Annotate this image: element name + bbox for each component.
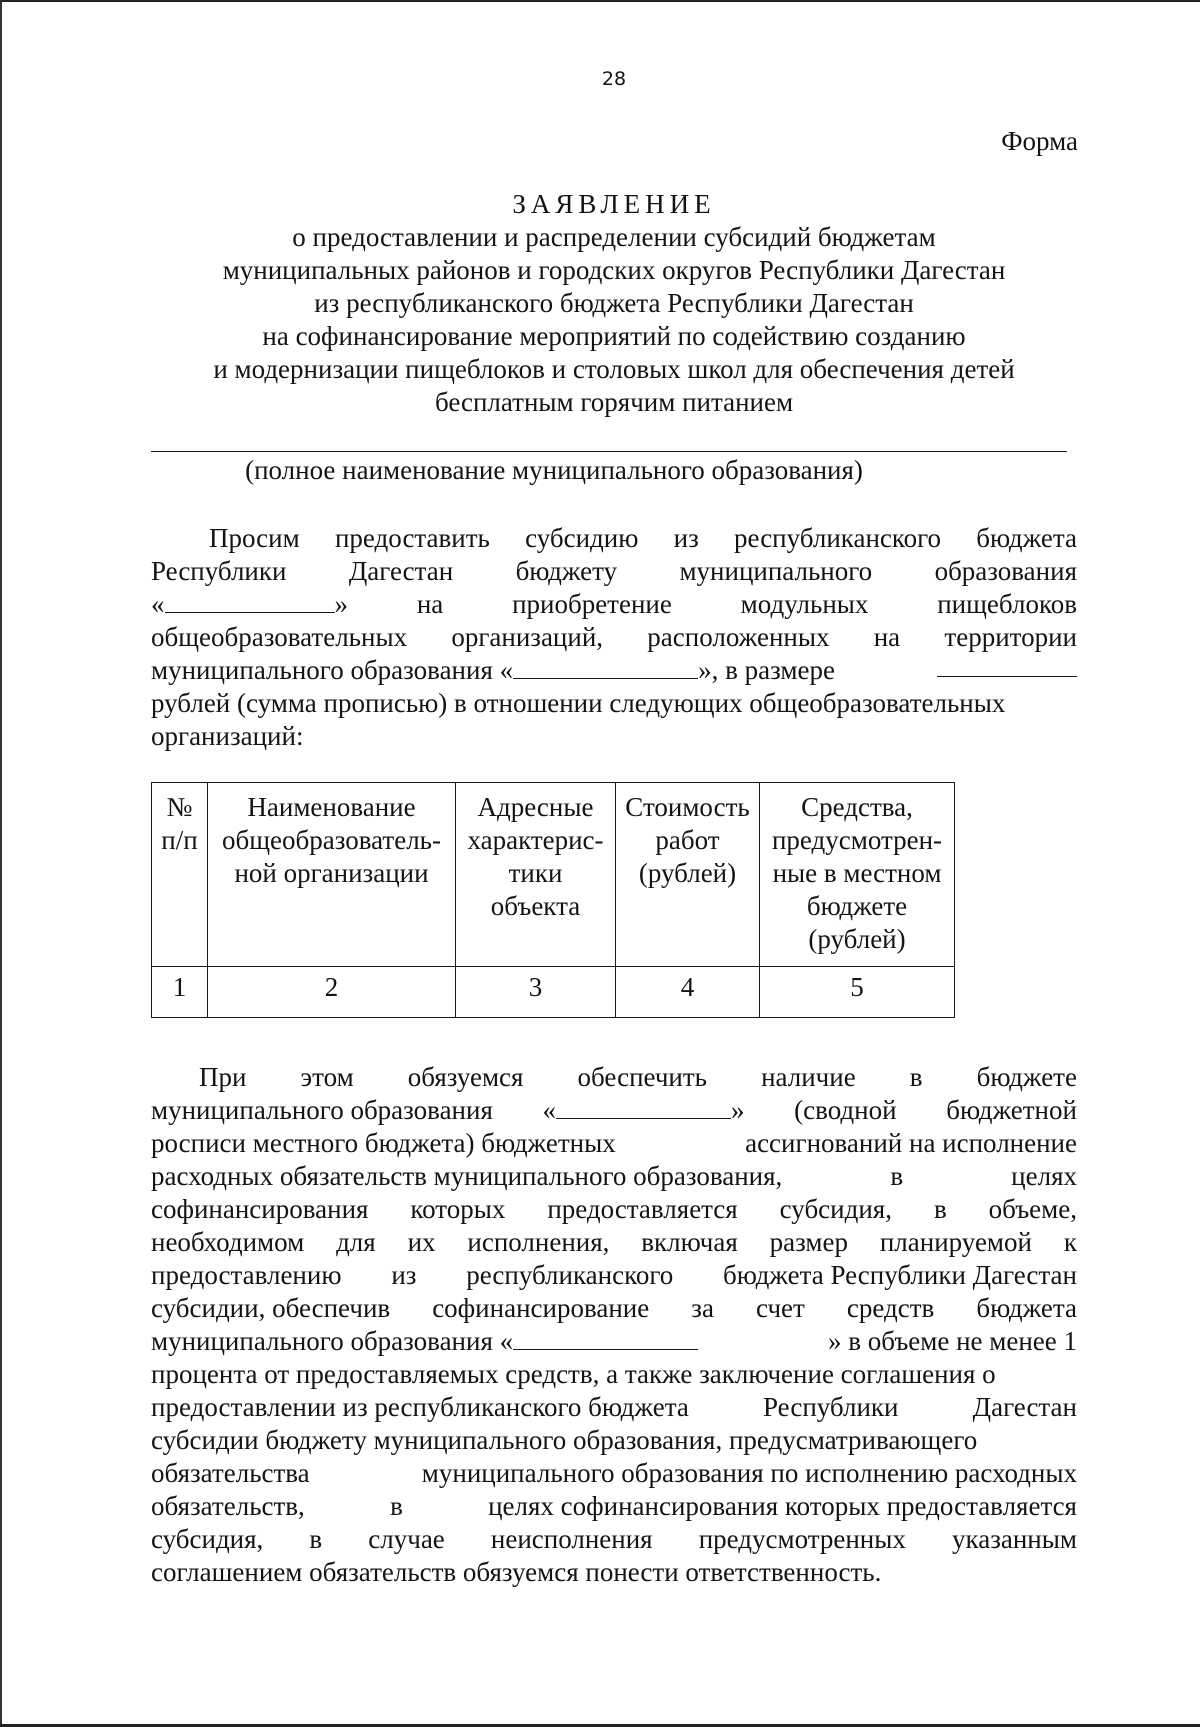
header-line: (рублей) bbox=[638, 858, 737, 888]
word: образования bbox=[934, 556, 1077, 586]
word: обязательства bbox=[151, 1458, 310, 1488]
word: размер bbox=[769, 1227, 848, 1257]
text-line bbox=[151, 1061, 1077, 1094]
word: на bbox=[873, 622, 901, 652]
word: муниципального bbox=[679, 556, 873, 586]
word: предусмотренных bbox=[698, 1524, 906, 1554]
text-line bbox=[151, 621, 1077, 654]
municipality-name-caption: (полное наименование муниципального образования) bbox=[245, 455, 863, 485]
word: бюджете bbox=[976, 1062, 1077, 1092]
header-line: предусмотрен- bbox=[771, 825, 943, 855]
word: которых bbox=[410, 1194, 506, 1224]
text-line bbox=[151, 1193, 1077, 1226]
word: предоставить bbox=[334, 523, 490, 553]
word: этом bbox=[300, 1062, 354, 1092]
column-header-address bbox=[456, 783, 616, 967]
text-line bbox=[151, 1094, 1077, 1127]
word: случае bbox=[368, 1524, 445, 1554]
header-line: характерис- bbox=[467, 825, 604, 855]
text-line bbox=[151, 1292, 1077, 1325]
text-fragment: муниципального образования по исполнению расходных bbox=[421, 1458, 1077, 1488]
word: Республики bbox=[151, 556, 287, 586]
word: в bbox=[390, 1491, 403, 1521]
word: в bbox=[909, 1062, 923, 1092]
word: софинансирования bbox=[151, 1194, 369, 1224]
text-fragment: ассигнований на исполнение bbox=[745, 1128, 1077, 1158]
text-fragment: соглашением обязательств обязуемся понести ответственность. bbox=[151, 1557, 882, 1587]
text-line bbox=[151, 1457, 1077, 1490]
header-line: объекта bbox=[490, 891, 581, 921]
word: за bbox=[691, 1293, 714, 1323]
word: на bbox=[416, 589, 444, 619]
text-line bbox=[151, 1523, 1077, 1556]
word: исполнения, bbox=[467, 1227, 610, 1257]
text-line bbox=[151, 1226, 1077, 1259]
text-fragment: », в размере bbox=[698, 655, 835, 685]
page-number: 28 bbox=[601, 68, 627, 90]
word: Дагестан bbox=[348, 556, 454, 586]
municipality-blank-group bbox=[151, 1325, 698, 1358]
header-line: Стоимость bbox=[625, 792, 750, 822]
word: в bbox=[309, 1524, 323, 1554]
text-fragment: муниципального образования bbox=[151, 1095, 493, 1125]
word: счет bbox=[756, 1293, 805, 1323]
word: для bbox=[336, 1227, 376, 1257]
text-fragment: организаций: bbox=[151, 721, 304, 751]
word: бюджета bbox=[976, 1293, 1077, 1323]
text-fragment: субсидии, обеспечив bbox=[151, 1293, 391, 1323]
text-line bbox=[151, 1160, 1077, 1193]
document-title-block bbox=[150, 188, 1078, 419]
municipality-blank-group bbox=[543, 1094, 745, 1127]
header-line: (рублей) bbox=[808, 924, 906, 954]
word: их bbox=[407, 1227, 436, 1257]
word: в bbox=[890, 1161, 904, 1191]
word: из bbox=[391, 1260, 417, 1290]
text-fragment: предоставлении из республиканского бюджета bbox=[151, 1392, 689, 1422]
word: бюджету bbox=[515, 556, 618, 586]
text-line bbox=[151, 654, 1077, 687]
header-line: Наименование bbox=[247, 792, 416, 822]
column-header-cost bbox=[616, 783, 760, 967]
word: объеме, bbox=[988, 1194, 1077, 1224]
municipality-blank-field[interactable] bbox=[513, 1327, 698, 1350]
header-line: Адресные bbox=[477, 792, 594, 822]
word: из bbox=[673, 523, 699, 553]
word: субсидию bbox=[525, 523, 639, 553]
word: к bbox=[1063, 1227, 1077, 1257]
text-line bbox=[151, 588, 1077, 621]
text-line bbox=[151, 1490, 1077, 1523]
word: целях bbox=[1011, 1161, 1077, 1191]
text-line bbox=[151, 1325, 1077, 1358]
text-line bbox=[151, 522, 1077, 555]
quote-open: « bbox=[542, 1095, 557, 1125]
table-cell: 4 bbox=[616, 967, 760, 1018]
document-title: ЗАЯВЛЕНИЕ bbox=[512, 189, 716, 219]
subtitle-line: из республиканского бюджета Республики Дагестан bbox=[314, 288, 914, 318]
text-fragment: целях софинансирования которых предоставляется bbox=[488, 1491, 1077, 1521]
word: Просим bbox=[209, 523, 300, 553]
quote-open: « bbox=[151, 589, 165, 619]
organizations-table bbox=[151, 782, 955, 1018]
word: республиканского bbox=[734, 523, 942, 553]
column-header-local-funds bbox=[760, 783, 955, 967]
text-fragment: бюджета Республики Дагестан bbox=[723, 1260, 1077, 1290]
word: модульных bbox=[740, 589, 869, 619]
text-fragment: процента от предоставляемых средств, а также заключение соглашения о bbox=[151, 1359, 996, 1389]
word: субсидия, bbox=[779, 1194, 892, 1224]
quote-close: » bbox=[731, 1095, 745, 1125]
word: необходимом bbox=[151, 1227, 305, 1257]
word: (сводной bbox=[794, 1095, 897, 1125]
municipality-blank-field[interactable] bbox=[556, 1096, 731, 1119]
word: субсидия, bbox=[151, 1524, 264, 1554]
text-line bbox=[151, 1556, 1077, 1589]
subtitle-line: и модернизации пищеблоков и столовых школ для обеспечения детей bbox=[213, 354, 1015, 384]
header-line: Средства, bbox=[801, 792, 913, 822]
word: планируемой bbox=[879, 1227, 1032, 1257]
column-header-organization bbox=[208, 783, 456, 967]
subtitle-line: о предоставлении и распределении субсидий бюджетам bbox=[292, 222, 936, 252]
header-line: бюджете bbox=[806, 891, 908, 921]
text-line bbox=[151, 1424, 1077, 1457]
word: наличие bbox=[761, 1062, 856, 1092]
word: пищеблоков bbox=[937, 589, 1077, 619]
word: софинансирование bbox=[432, 1293, 650, 1323]
word: указанным bbox=[952, 1524, 1077, 1554]
word: бюджетной bbox=[946, 1095, 1077, 1125]
header-line: п/п bbox=[161, 825, 198, 855]
text-fragment: расходных обязательств муниципального образования, bbox=[151, 1161, 783, 1191]
word: обязуемся bbox=[407, 1062, 524, 1092]
municipality-blank-field[interactable] bbox=[165, 590, 335, 613]
word: Дагестан bbox=[972, 1392, 1077, 1422]
municipality-name-field[interactable] bbox=[151, 451, 1067, 452]
text-line bbox=[151, 687, 1077, 720]
scan-edge-top bbox=[0, 0, 1200, 2]
word: республиканского bbox=[466, 1260, 674, 1290]
word: территории bbox=[944, 622, 1077, 652]
word: неисполнения bbox=[490, 1524, 653, 1554]
word: обязательств, bbox=[151, 1491, 305, 1521]
word: включая bbox=[641, 1227, 738, 1257]
header-line: ные в местном bbox=[772, 858, 942, 888]
header-line: тики bbox=[508, 858, 563, 888]
text-line bbox=[151, 720, 1077, 753]
text-line bbox=[151, 1259, 1077, 1292]
text-line bbox=[151, 1127, 1077, 1160]
subtitle-line: муниципальных районов и городских округов Республики Дагестан bbox=[222, 255, 1006, 285]
subtitle-line: на софинансирование мероприятий по содействию созданию bbox=[262, 321, 966, 351]
table-cell: 5 bbox=[760, 967, 955, 1018]
word: предоставляется bbox=[547, 1194, 738, 1224]
table-cell: 2 bbox=[208, 967, 456, 1018]
text-line bbox=[151, 555, 1077, 588]
table-cell: 1 bbox=[152, 967, 208, 1018]
text-fragment: рублей (сумма прописью) в отношении следующих общеобразовательных bbox=[151, 688, 1006, 718]
column-header-number bbox=[152, 783, 208, 967]
table-header-row bbox=[152, 783, 955, 967]
word: Республики bbox=[763, 1392, 899, 1422]
table-row bbox=[152, 967, 955, 1018]
word: обеспечить bbox=[577, 1062, 707, 1092]
quote-close: » bbox=[334, 589, 348, 619]
municipality-blank-group bbox=[151, 654, 835, 687]
form-label: Форма bbox=[1001, 126, 1078, 156]
header-line: ной организации bbox=[234, 858, 429, 888]
header-line: работ bbox=[655, 825, 720, 855]
text-fragment: » в объеме не менее 1 bbox=[828, 1326, 1077, 1356]
municipality-blank-field[interactable] bbox=[513, 656, 698, 679]
word: средств bbox=[846, 1293, 935, 1323]
word: приобретение bbox=[512, 589, 672, 619]
word: предоставлению bbox=[151, 1260, 342, 1290]
word: общеобразовательных bbox=[151, 622, 408, 652]
obligation-paragraph bbox=[151, 1061, 1077, 1589]
amount-blank-field[interactable] bbox=[937, 654, 1077, 677]
header-line: № bbox=[166, 792, 193, 822]
word: в bbox=[933, 1194, 947, 1224]
text-line bbox=[151, 1391, 1077, 1424]
subtitle-line: бесплатным горячим питанием bbox=[434, 387, 794, 417]
header-line: общеобразователь- bbox=[222, 825, 441, 855]
text-line bbox=[151, 1358, 1077, 1391]
word: расположенных bbox=[647, 622, 830, 652]
municipality-blank-group bbox=[151, 588, 348, 621]
text-fragment: росписи местного бюджета) бюджетных bbox=[151, 1128, 616, 1158]
text-fragment: муниципального образования « bbox=[151, 655, 514, 685]
word: При bbox=[199, 1062, 247, 1092]
text-fragment: субсидии бюджету муниципального образования, предусматривающего bbox=[151, 1425, 978, 1455]
word: бюджета bbox=[976, 523, 1077, 553]
scan-edge-left bbox=[0, 0, 2, 1727]
table-cell: 3 bbox=[456, 967, 616, 1018]
request-paragraph bbox=[151, 522, 1077, 753]
text-fragment: муниципального образования « bbox=[151, 1326, 514, 1356]
word: организаций, bbox=[451, 622, 604, 652]
